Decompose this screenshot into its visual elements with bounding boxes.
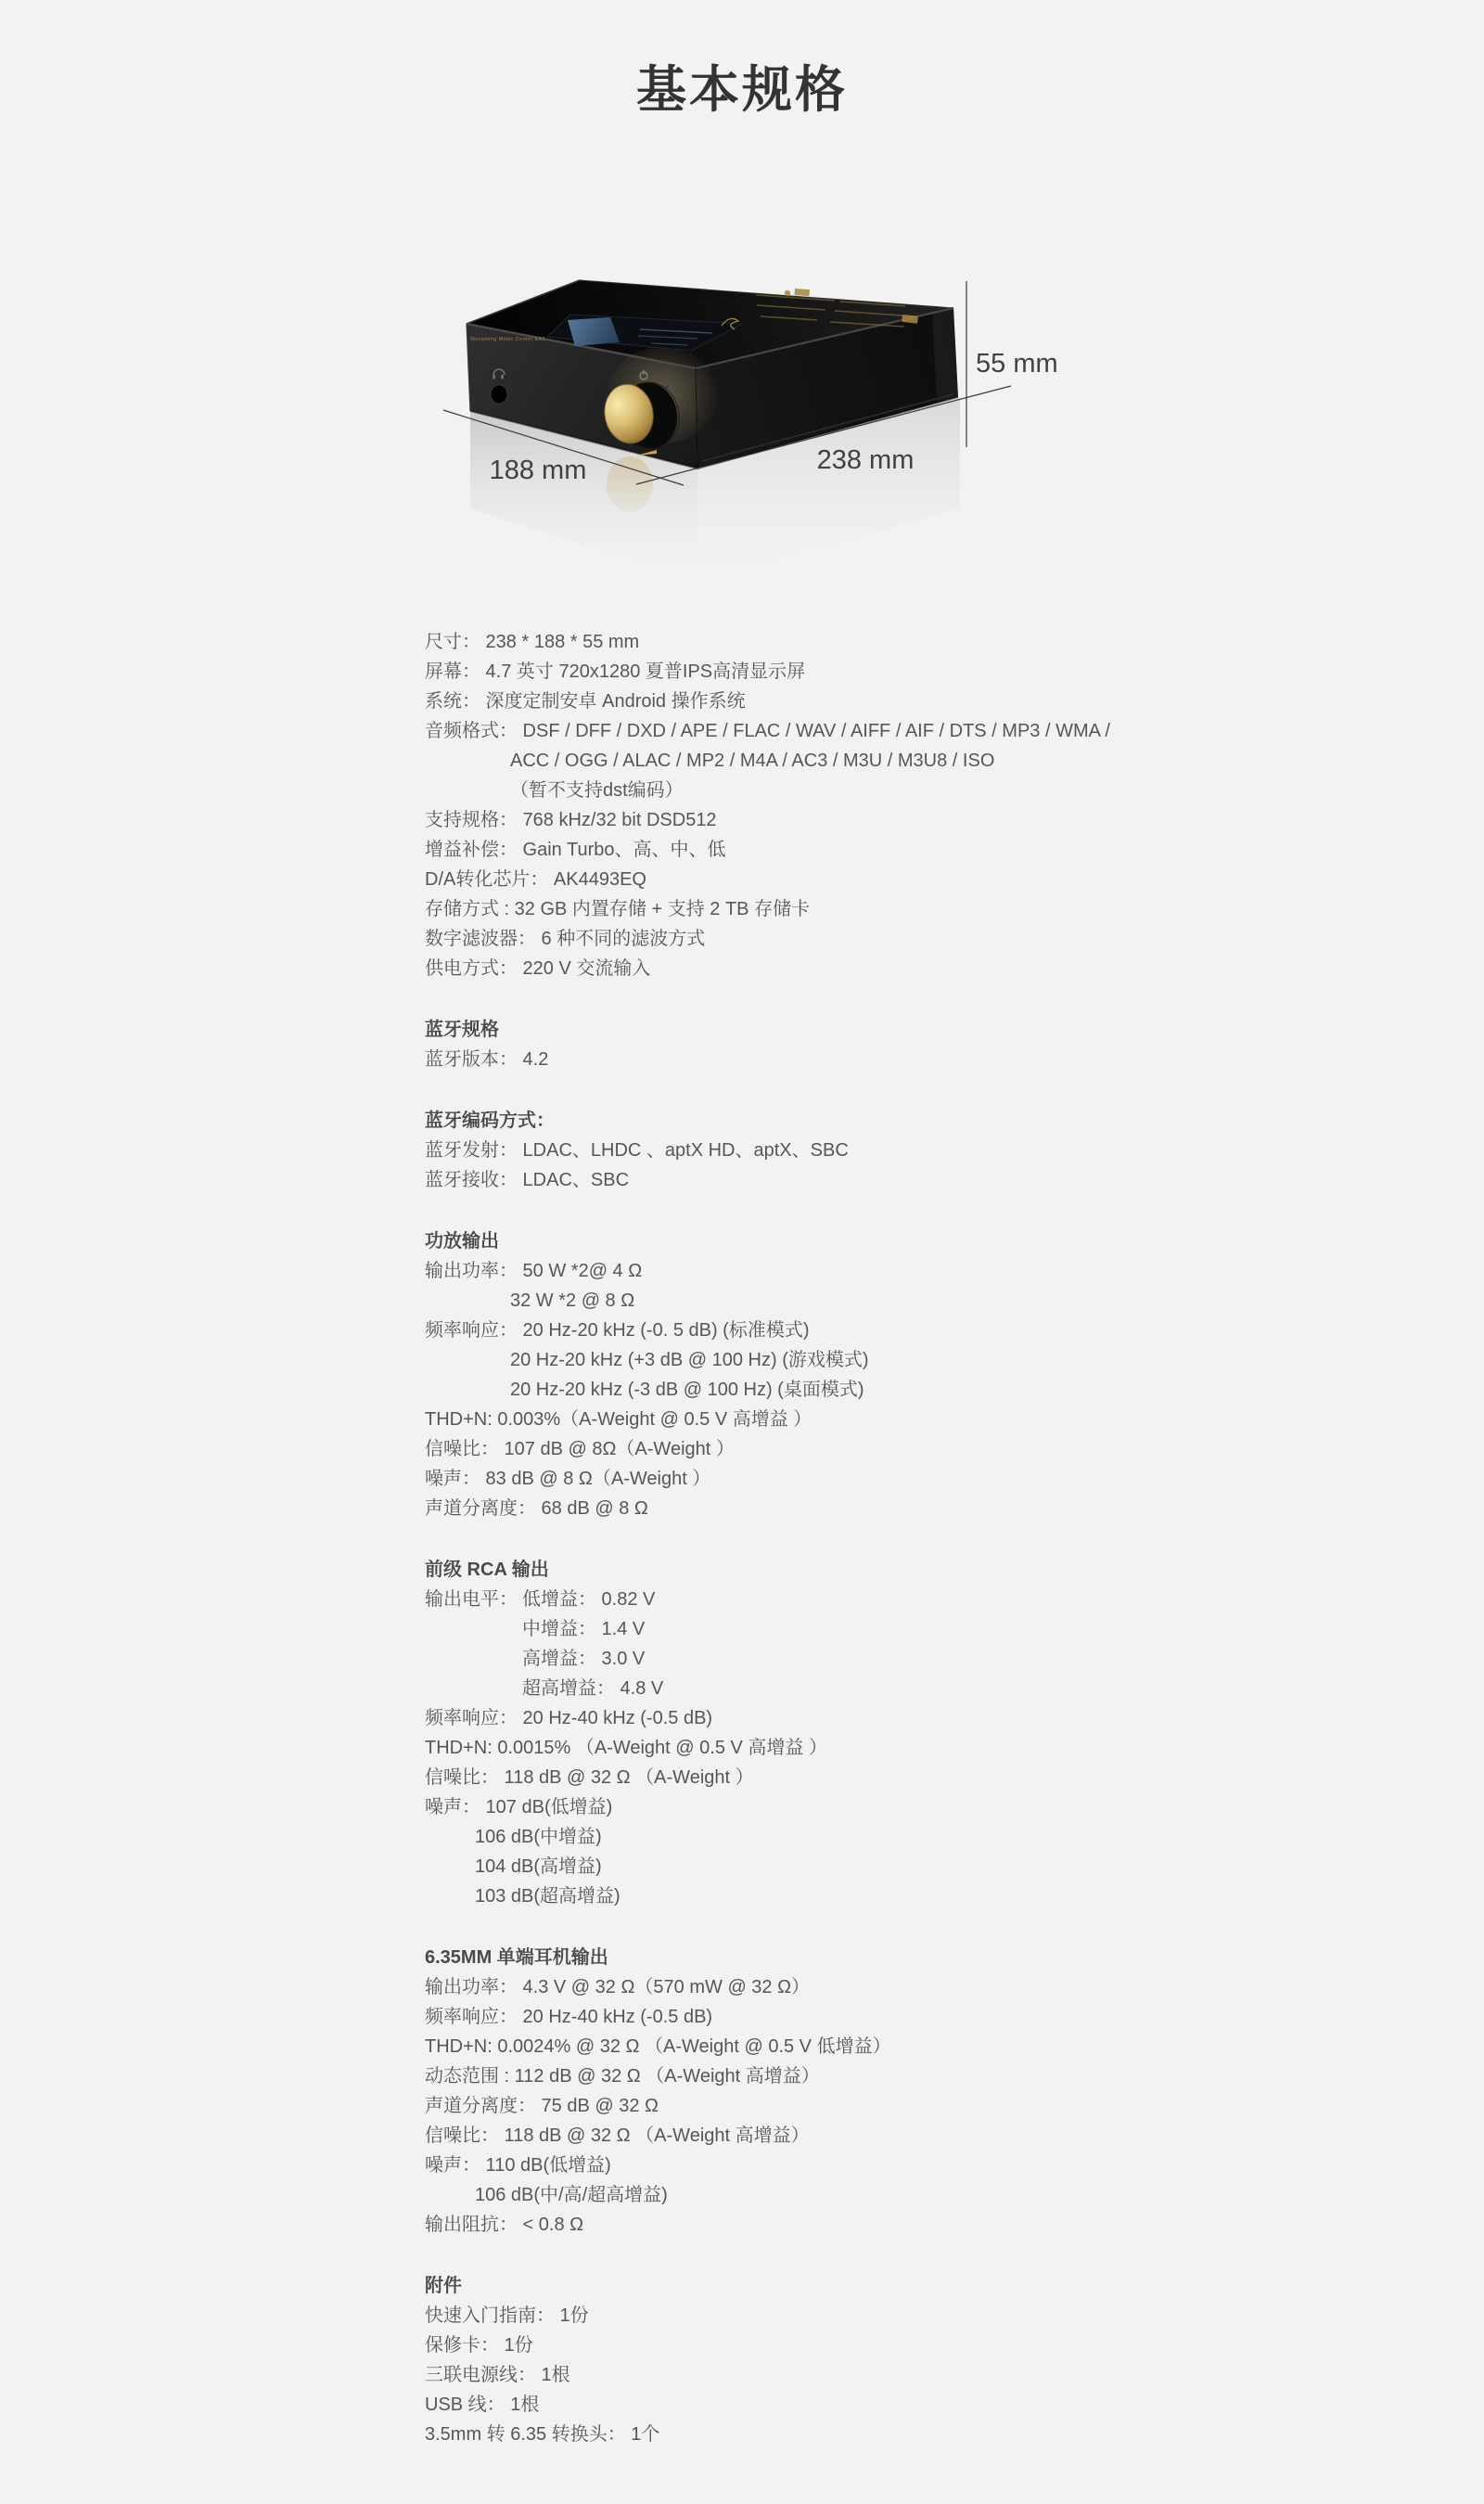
spec-line-text: 106 dB(中增益)	[475, 1827, 602, 1847]
spec-line-text: THD+N: 0.0024% @ 32 Ω （A-Weight @ 0.5 V 低增益）	[425, 2036, 891, 2057]
spec-line	[425, 2180, 1148, 2210]
spec-line-text: 噪声： 110 dB(低增益)	[425, 2155, 611, 2176]
spec-line-text: 频率响应： 20 Hz-40 kHz (-0.5 dB)	[425, 2007, 713, 2027]
spec-line	[425, 1045, 1148, 1074]
spec-line	[425, 1316, 1148, 1345]
spec-line-text: 信噪比： 118 dB @ 32 Ω （A-Weight ）	[425, 1767, 754, 1788]
spec-line-text: 信噪比： 107 dB @ 8Ω（A-Weight ）	[425, 1439, 735, 1459]
front-print-text: Streaming Music Center EA5	[470, 337, 546, 342]
spec-line-text: THD+N: 0.0015% （A-Weight @ 0.5 V 高增益 ）	[425, 1738, 827, 1758]
spec-line	[425, 746, 1148, 776]
spec-line	[425, 805, 1148, 835]
spec-line-text: 频率响应： 20 Hz-20 kHz (-0. 5 dB) (标准模式)	[425, 1320, 810, 1341]
spec-line-text: 噪声： 107 dB(低增益)	[425, 1797, 613, 1817]
spec-line-text: 蓝牙接收： LDAC、SBC	[425, 1170, 630, 1190]
spec-line-text: 音频格式： DSF / DFF / DXD / APE / FLAC / WAV / AIFF / AIF / DTS / MP3 / WMA /	[425, 721, 1110, 741]
spec-line-text: ACC / OGG / ALAC / MP2 / M4A / AC3 / M3U / M3U8 / ISO	[510, 751, 995, 771]
spec-line	[425, 1733, 1148, 1763]
spec-line-text: 支持规格： 768 kHz/32 bit DSD512	[425, 810, 717, 830]
spec-line	[425, 2061, 1148, 2091]
spec-line-text: D/A转化芯片： AK4493EQ	[425, 869, 646, 890]
spec-line-text: 输出功率： 4.3 V @ 32 Ω（570 mW @ 32 Ω）	[425, 1977, 811, 1997]
spec-line	[425, 1405, 1148, 1434]
spec-line	[425, 2091, 1148, 2121]
spec-line-text: 存储方式 : 32 GB 内置存储 + 支持 2 TB 存储卡	[425, 899, 811, 919]
page-title: 基本规格	[636, 62, 848, 118]
product-figure	[408, 260, 1057, 649]
spec-line	[425, 1972, 1148, 2002]
spec-line	[425, 954, 1148, 983]
spec-section-heading: 附件	[425, 2276, 462, 2296]
spec-line-text: 106 dB(中/高/超高增益)	[475, 2185, 668, 2205]
spec-line-text: 三联电源线： 1根	[425, 2365, 570, 2385]
spec-line	[425, 1852, 1148, 1881]
spec-line	[425, 687, 1148, 716]
spec-line	[425, 1614, 1148, 1644]
spec-list	[425, 627, 1148, 2449]
spec-line	[425, 1763, 1148, 1792]
spec-line-text: 输出阻抗： < 0.8 Ω	[425, 2215, 584, 2235]
spec-line-text: 声道分离度： 75 dB @ 32 Ω	[425, 2096, 659, 2116]
spec-section-heading: 蓝牙规格	[425, 1020, 499, 1040]
spec-line-text: 增益补偿： Gain Turbo、高、中、低	[425, 840, 726, 860]
spec-section-heading: 蓝牙编码方式：	[425, 1111, 555, 1131]
dimension-label-depth: 188 mm	[489, 456, 587, 485]
spec-line	[425, 627, 1148, 657]
spec-line-text: 频率响应： 20 Hz-40 kHz (-0.5 dB)	[425, 1708, 713, 1728]
spec-line	[425, 2420, 1148, 2449]
spec-line	[425, 2360, 1148, 2390]
spec-line-text: 蓝牙发射： LDAC、LHDC 、aptX HD、aptX、SBC	[425, 1140, 849, 1161]
spec-line	[425, 1464, 1148, 1494]
spec-section-heading: 前级 RCA 输出	[425, 1560, 549, 1580]
spec-line-text: 供电方式： 220 V 交流输入	[425, 958, 651, 979]
spec-section-heading: 6.35MM 单端耳机输出	[425, 1947, 608, 1968]
spec-line	[425, 894, 1148, 924]
spec-line	[425, 1494, 1148, 1523]
spec-line-text: 噪声： 83 dB @ 8 Ω（A-Weight ）	[425, 1469, 711, 1489]
spec-line-label: 输出电平：	[425, 1589, 518, 1610]
spec-line-text: 数字滤波器： 6 种不同的滤波方式	[425, 929, 706, 949]
spec-line	[425, 1822, 1148, 1852]
spec-line	[425, 1136, 1148, 1165]
spec-line-text: 屏幕： 4.7 英寸 720x1280 夏普IPS高清显示屏	[425, 661, 806, 682]
spec-section-heading: 功放输出	[425, 1231, 499, 1252]
spec-line	[425, 2151, 1148, 2180]
spec-line	[425, 2390, 1148, 2420]
spec-line	[425, 1792, 1148, 1822]
spec-line	[425, 1644, 1148, 1674]
spec-line	[425, 1881, 1148, 1911]
spec-line-text: 系统： 深度定制安卓 Android 操作系统	[425, 691, 746, 712]
spec-line-text: 低增益： 0.82 V	[522, 1589, 656, 1610]
spec-line-text: 高增益： 3.0 V	[522, 1649, 646, 1669]
spec-line	[425, 1674, 1148, 1703]
spec-line	[425, 2210, 1148, 2240]
spec-line	[425, 865, 1148, 894]
spec-line-text: 20 Hz-20 kHz (-3 dB @ 100 Hz) (桌面模式)	[510, 1380, 864, 1400]
spec-line	[425, 2331, 1148, 2360]
device-illustration	[408, 260, 1057, 649]
spec-line	[425, 2121, 1148, 2151]
spec-line-text: 3.5mm 转 6.35 转换头： 1个	[425, 2424, 660, 2445]
spec-line-text: 动态范围 : 112 dB @ 32 Ω （A-Weight 高增益）	[425, 2066, 820, 2087]
spec-line	[425, 1345, 1148, 1375]
spec-line	[425, 1434, 1148, 1464]
spec-line-text: 104 dB(高增益)	[475, 1856, 602, 1877]
spec-line-text: 信噪比： 118 dB @ 32 Ω （A-Weight 高增益）	[425, 2125, 810, 2146]
spec-line-text: 中增益： 1.4 V	[522, 1619, 646, 1639]
spec-line	[425, 657, 1148, 687]
spec-line-text: 尺寸： 238 * 188 * 55 mm	[425, 632, 640, 652]
spec-line	[425, 2301, 1148, 2331]
spec-line	[425, 1165, 1148, 1195]
spec-line-text: 蓝牙版本： 4.2	[425, 1049, 549, 1070]
dimension-label-height: 55 mm	[976, 349, 1058, 379]
spec-line	[425, 1286, 1148, 1316]
spec-line	[425, 835, 1148, 865]
spec-line	[425, 1375, 1148, 1405]
spec-line	[425, 924, 1148, 954]
spec-line	[425, 716, 1148, 746]
spec-line	[425, 2002, 1148, 2032]
spec-line-text: （暂不支持dst编码）	[510, 780, 684, 801]
spec-line-text: THD+N: 0.003%（A-Weight @ 0.5 V 高增益 ）	[425, 1409, 812, 1430]
spec-line	[425, 1703, 1148, 1733]
spec-line-text: 快速入门指南： 1份	[425, 2305, 589, 2326]
spec-line-text: 保修卡： 1份	[425, 2335, 533, 2356]
spec-line	[425, 2032, 1148, 2061]
spec-line-text: 输出功率： 50 W *2@ 4 Ω	[425, 1261, 643, 1281]
spec-line-text: 103 dB(超高增益)	[475, 1886, 620, 1907]
spec-line-text: USB 线： 1根	[425, 2395, 540, 2415]
spec-line	[425, 1585, 1148, 1614]
spec-line-text: 声道分离度： 68 dB @ 8 Ω	[425, 1498, 648, 1519]
spec-line-text: 20 Hz-20 kHz (+3 dB @ 100 Hz) (游戏模式)	[510, 1350, 869, 1370]
spec-line-text: 超高增益： 4.8 V	[522, 1678, 664, 1699]
spec-line	[425, 776, 1148, 805]
spec-line	[425, 1256, 1148, 1286]
dimension-label-width: 238 mm	[816, 445, 915, 475]
headphone-jack	[491, 385, 508, 404]
spec-line-text: 32 W *2 @ 8 Ω	[510, 1291, 635, 1311]
